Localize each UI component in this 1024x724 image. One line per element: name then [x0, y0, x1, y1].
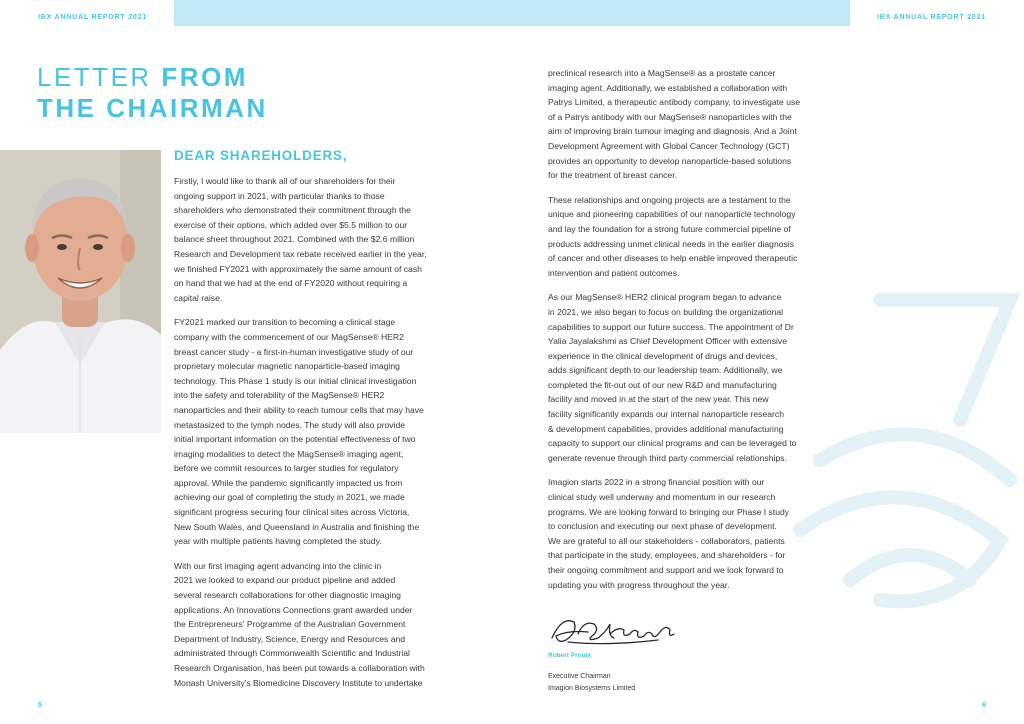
signatory-name: Robert Proulx — [548, 652, 591, 659]
chairman-portrait — [0, 150, 161, 433]
left-paragraph-3: With our first imaging agent advancing into the clinic in 2021 we looked to expand our product pipeline and added several research collaborations for other diagnostic imaging applications. An Innovations Connections grant awarded under the Entrepreneurs' Programme of the Australian Government Department of Industry, Science, Energy and Resources and administrated through Commonwealth Scientific and Industrial Research Organisation, has been put towards a collaboration with Monash University's Biomedicine Discovery Institute to undertake — [174, 560, 425, 688]
running-header-left: IBX ANNUAL REPORT 2021 — [38, 14, 148, 21]
portrait-illustration — [0, 150, 161, 433]
header-band — [174, 0, 850, 26]
right-paragraph-4: Imagion starts 2022 in a strong financial position with our clinical study well underway and momentum in our research programs. We are looking forward to bringing our Phase I study to conclusion and executing our next phase of development. We are grateful to all our stakeholders - collaborators, patients that participate in the study, employees, and shareholders - for their ongoing commitment and support and we look forward to updating you with progress throughout the year. — [548, 477, 790, 590]
title-line-the-chairman: THE CHAIRMAN — [37, 93, 268, 123]
title-word-letter: LETTER — [37, 62, 152, 92]
right-paragraph-2: These relationships and ongoing projects are a testament to the unique and pioneering capabilities of our nanoparticle technology and lay the foundation for a strong future commercial pipeline of products addressing unmet clinical needs in the earlier diagnosis of cancer and other diseases to help enable improved therapeutic intervention and patient outcomes. — [548, 194, 798, 278]
title-word-from: FROM — [161, 62, 248, 92]
page-title — [37, 62, 268, 124]
greeting-heading: DEAR SHAREHOLDERS, — [174, 148, 348, 163]
page-number-right: 6 — [982, 702, 986, 709]
left-paragraph-1: Firstly, I would like to thank all of our shareholders for their ongoing support in 2021, with particular thanks to those shareholders who demonstrated their commitment through the exercise of their options, which added over $5.5 million to our balance sheet throughout 2021. Combined with the $2.6 million Research and Development tax rebate received earlier in the year, we finished FY2021 with approximately the same amount of cash on hand that we had at the end of FY2020 without requiring a capital raise. — [174, 176, 427, 303]
running-header-right: IBX ANNUAL REPORT 2021 — [876, 14, 986, 21]
left-paragraph-2: FY2021 marked our transition to becoming a clinical stage company with the commencement of our MagSense® HER2 breast cancer study - a first-in-human investigative study of our proprietary molecular magnetic nanoparticle-based imaging technology. This Phase 1 study is our initial clinical investigation into the safety and tolerability of the MagSense® HER2 nanoparticles and their ability to reach tumour cells that may have metastasized to the lymph nodes. The study will also provide initial important information on the potential effectiveness of two imaging modalities to detect the MagSense® imaging agent, before we commit resources to larger studies for regulatory approval. While the pandemic significantly impacted us from achieving our goal of completing the study in 2021, we made significant progress securing four clinical sites across Victoria, New South Wales, and Queensland in Australia and finishing the year with multiple patients having completed the study. — [174, 317, 424, 547]
left-text-column — [174, 174, 476, 700]
handwritten-signature — [548, 612, 678, 652]
signatory-role: Executive Chairman — [548, 673, 611, 680]
right-paragraph-3: As our MagSense® HER2 clinical program began to advance in 2021, we also began to focus on building the organizational capabilities to support our future success. The appointment of Dr Yalia Jayalakshmi as Chief Development Officer with extensive experience in the clinical development of drugs and devices, adds significant depth to our leadership team. Additionally, we completed the fit-out out of our new R&D and manufacturing facility and moved in at the start of the new year. This new facility significantly expands our internal nanoparticle research & development capabilities, provides additional manufacturing capacity to support our clinical programs and can be leveraged to generate revenue through third party commercial relationships. — [548, 292, 797, 463]
right-paragraph-1: preclinical research into a MagSense® as a prostate cancer imaging agent. Additionally, we established a collaboration with Patrys Limited, a therapeutic antibody company, to investigate use of a Patrys antibody with our MagSense® nanoparticles with the aim of improving brain tumour imaging and diagnosis. And a Joint Development Agreement with Global Cancer Technology (GCT) provides an opportunity to develop nanoparticle-based solutions for the treatment of breast cancer. — [548, 68, 801, 181]
signatory-company: Imagion Biosystems Limited — [548, 685, 636, 692]
signatory-title-block — [548, 671, 635, 695]
page-number-left: 5 — [38, 702, 42, 709]
right-text-column — [548, 66, 850, 602]
